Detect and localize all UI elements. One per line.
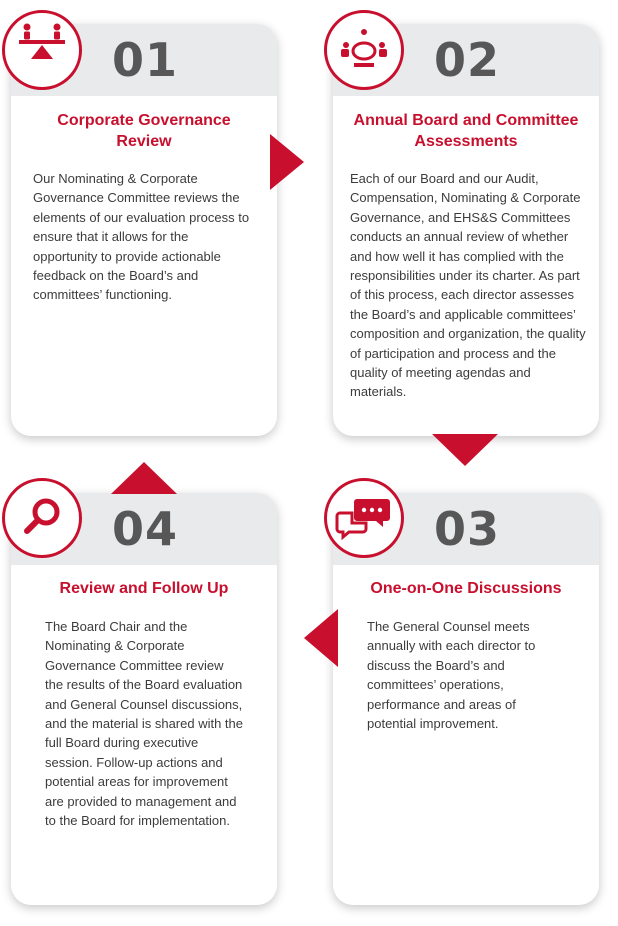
step-title: Corporate Governance Review — [57, 112, 231, 150]
step-number: 03 — [434, 502, 501, 556]
chat-bubbles-icon — [324, 478, 404, 558]
meeting-table-icon — [324, 10, 404, 90]
step-title: Review and Follow Up — [59, 580, 229, 597]
step-description: Each of our Board and our Audit, Compensation, Nominating & Corporate Governance, and EHS&S Committees conducts an annual review of whether and how well it has complied with the responsibilities under its charter. As part of this process, each director assesses the Board’s and applicable committees’ composition and organization, the quality of participation and process and the quality of meeting agendas and materials. — [350, 171, 586, 400]
step-title: One-on-One Discussions — [370, 580, 562, 597]
step-number: 02 — [434, 33, 501, 87]
arrow-down-2-to-3 — [432, 434, 498, 468]
balance-scale-icon — [2, 10, 82, 90]
magnifier-icon — [2, 478, 82, 558]
step-description: The General Counsel meets annually with each director to discuss the Board’s and committees’ operations, performance and areas of potential improvement. — [367, 619, 536, 732]
step-number: 04 — [112, 502, 179, 556]
arrow-up-4-to-1 — [111, 462, 177, 496]
step-description: The Board Chair and the Nominating & Corporate Governance Committee review the results of the Board evaluation and General Counsel discussions, and the material is shared with the full Board during executive session. Follow-up actions and potential areas for improvement are provided to management and to the Board for implementation. — [45, 619, 243, 829]
arrow-right-1-to-2 — [270, 134, 306, 190]
step-description: Our Nominating & Corporate Governance Committee reviews the elements of our evaluation process to ensure that it allows for the opportunity to provide actionable feedback on the Board’s and committees’ functioning. — [33, 171, 250, 303]
arrow-left-3-to-4 — [302, 609, 338, 667]
step-title: Annual Board and Committee Assessments — [353, 112, 579, 150]
step-number: 01 — [112, 33, 179, 87]
